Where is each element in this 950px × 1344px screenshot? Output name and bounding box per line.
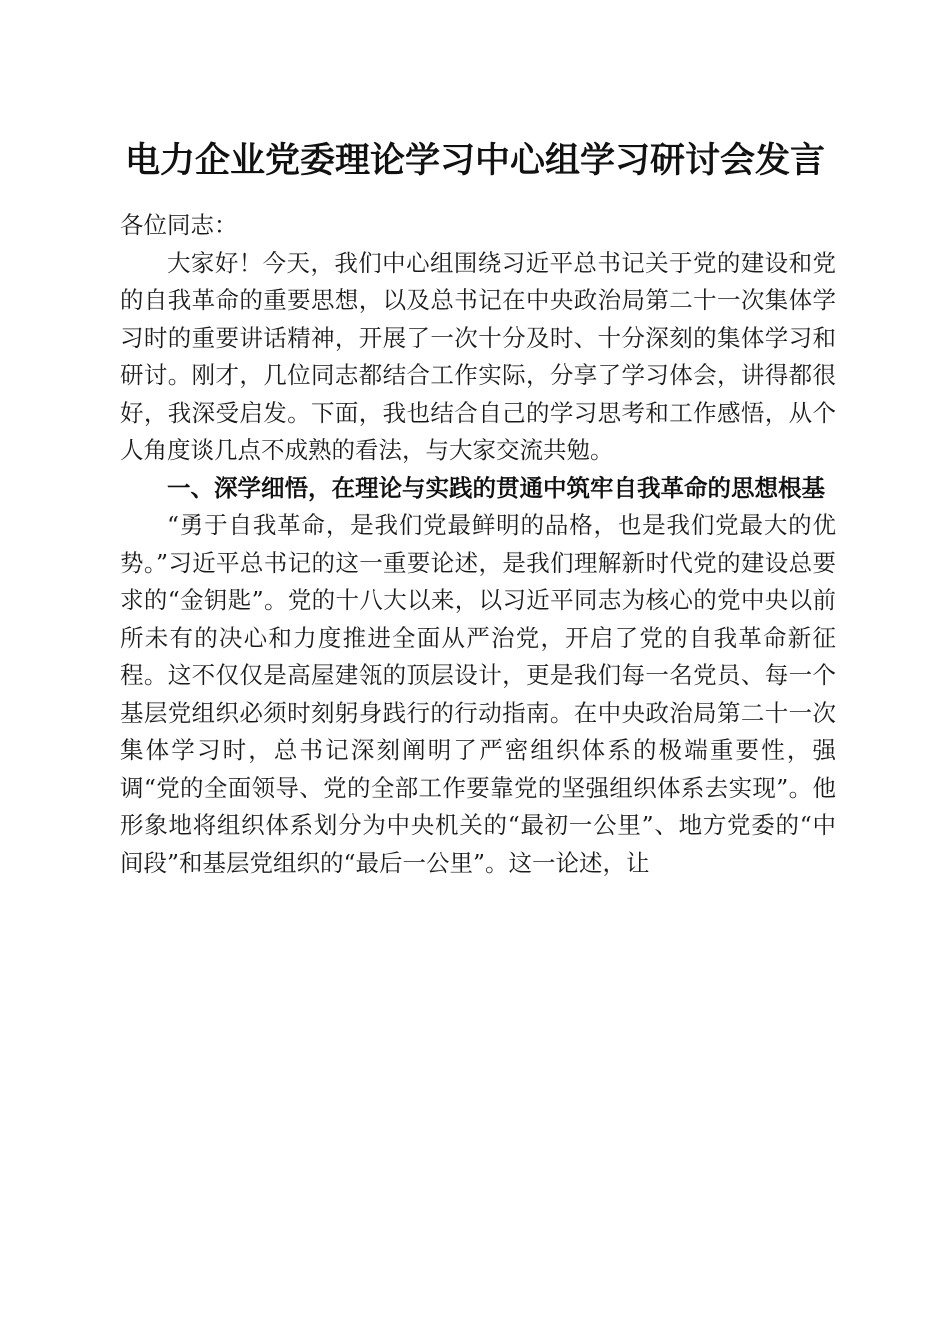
document-title: 电力企业党委理论学习中心组学习研讨会发言 xyxy=(124,140,825,181)
section-1-paragraph: “勇于自我革命，是我们党最鲜明的品格，也是我们党最大的优势。”习近平总书记的这一重要论述，是我们理解新时代党的建设总要求的“金钥匙”。党的十八大以来，以习近平同志为核心的党中央以前所未有的决心和力度推进全面从严治党，开启了党的自我革命新征程。这不仅仅是高屋建瓴的顶层设计，更是我们每一名党员、每一个基层党组织必须时刻躬身践行的行动指南。在中央政治局第二十一次集体学习时，总书记深刻阐明了严密组织体系的极端重要性，强调“党的全面领导、党的全部工作要靠党的坚强组织体系去实现”。他形象地将组织体系划分为中央机关的“最初一公里”、地方党委的“中间段”和基层党组织的“最后一公里”。这一论述，让 xyxy=(120,511,836,877)
salutation: 各位同志： xyxy=(120,211,238,239)
section-heading-1: 一、深学细悟，在理论与实践的贯通中筑牢自我革命的思想根基 xyxy=(167,473,825,502)
intro-paragraph: 大家好！今天，我们中心组围绕习近平总书记关于党的建设和党的自我革命的重要思想，以及总书记在中央政治局第二十一次集体学习时的重要讲话精神，开展了一次十分及时、十分深刻的集体学习和研讨。刚才，几位同志都结合工作实际，分享了学习体会，讲得都很好，我深受启发。下面，我也结合自己的学习思考和工作感悟，从个人角度谈几点不成熟的看法，与大家交流共勉。 xyxy=(120,248,836,464)
document-body xyxy=(120,207,836,882)
